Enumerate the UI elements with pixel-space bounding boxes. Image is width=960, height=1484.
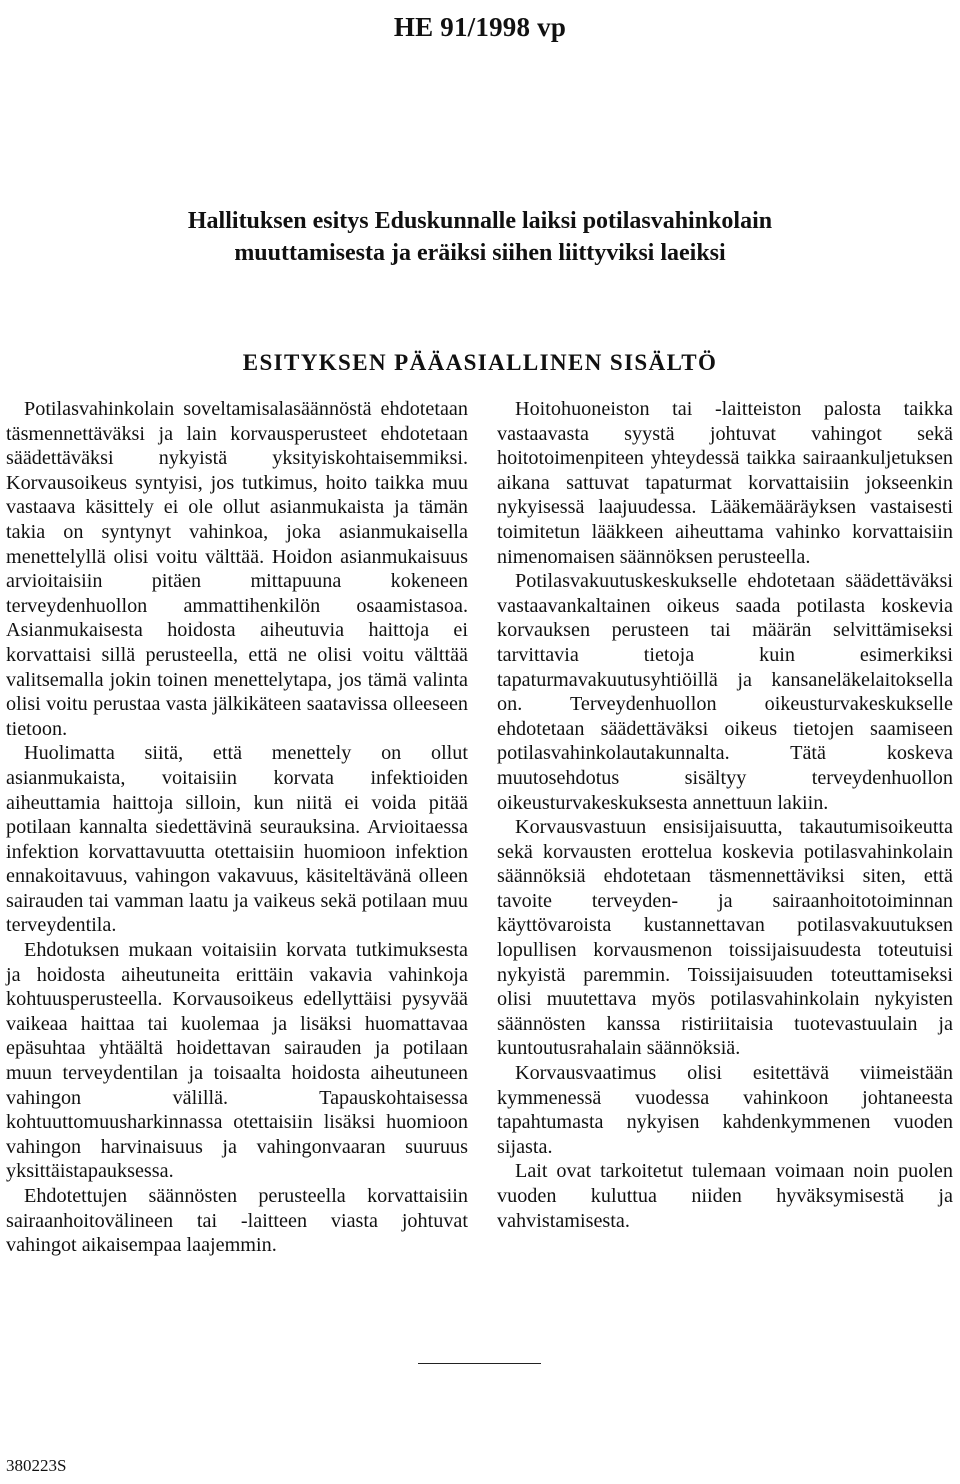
- left-paragraph-3: Ehdotuksen mukaan voitaisiin korvata tutkimuksesta ja hoidosta aiheutuneita erittäin vakavia vahinkoja kohtuusperusteella. Korvausoikeus edellyttäisi pysyvää vaikeaa haittaa tai kuolemaa ja lisäksi huomattavaa epäsuhtaa yhtäältä hoidettavan sairauden ja potilaan muun terveydentilan ja toisaalta hoidosta aiheutuneen vahingon välillä. Tapauskohtaisessa kohtuuttomuusharkinnassa otettaisiin lisäksi huomioon vahingon harvinaisuus ja vahingonvaaran suuruus yksittäistapauksessa.: [6, 939, 468, 1183]
- footer-code: 380223S: [6, 1456, 67, 1475]
- document-title-line-1: Hallituksen esitys Eduskunnalle laiksi potilasvahinkolain: [187, 208, 773, 234]
- right-paragraph-1: Hoitohuoneiston tai -laitteiston palosta taikka vastaavasta syystä johtuvat vahingot sekä hoitotoimenpiteen yhteydessä taikka sairaankuljetuksen aikana sattuvat tapaturmat korvattaisiin jokseenkin nykyisessä laajuudessa. Lääkemääräyksen vastaisesti toimitetun lääkkeen aiheuttama vahinko korvattaisiin nimenomaisen säännöksen perusteella.: [497, 398, 953, 568]
- left-paragraph-4: Ehdotettujen säännösten perusteella korvattaisiin sairaanhoitovälineen tai -laitteen viasta johtuvat vahingot aikaisempaa laajemmin.: [6, 1185, 468, 1257]
- left-column: [6, 397, 468, 1258]
- right-paragraph-5: Lait ovat tarkoitetut tulemaan voimaan noin puolen vuoden kuluttua niiden hyväksymisestä ja vahvistamisesta.: [497, 1160, 953, 1232]
- left-paragraph-2: Huolimatta siitä, että menettely on ollut asianmukaista, voitaisiin korvata infektioiden aiheuttamia haittoja silloin, kun niitä ei voida pitää potilaan kannalta siedettävinä seurauksina. Arvioitaessa infektion korvattavuutta otettaisiin huomioon infektion ennakoitavuus, vahingon vakavuus, käsiteltävänä olleen sairauden tai vamman laatu ja vaikeus sekä potilaan muu terveydentila.: [6, 742, 468, 937]
- document-title-line-2: muuttamisesta ja eräiksi siihen liittyviksi laeiksi: [234, 240, 726, 266]
- section-heading: ESITYKSEN PÄÄASIALLINEN SISÄLTÖ: [242, 350, 718, 375]
- document-title: [0, 205, 960, 269]
- footnote-divider: [418, 1363, 541, 1364]
- right-column: [497, 397, 953, 1233]
- document-id: HE 91/1998 vp: [393, 12, 567, 42]
- left-paragraph-1: Potilasvahinkolain soveltamisalasäännöstä ehdotetaan täsmennettäväksi ja lain korvausperusteet ehdotetaan säädettäväksi nykyistä yksityiskohtaisemmiksi. Korvausoikeus syntyisi, jos tutkimus, hoito taikka muu vastaava käsittely ei ole ollut asianmukaista ja tämän takia on syntynyt vahinkoa, joka asianmukaisella menettelyllä olisi voitu välttää. Hoidon asianmukaisuus arvioitaisiin pitäen mittapuuna kokeneen terveydenhuollon ammattihenkilön osaamistasoa. Asianmukaisesta hoidosta aiheutuvia haittoja ei korvattaisi sillä perusteella, että ne olisi voitu välttää valitsemalla jokin toinen menettelytapa, jos tämä valinta olisi voitu perustaa vasta jälkikäteen saatavissa olleeseen tietoon.: [6, 398, 468, 740]
- right-paragraph-3: Korvausvastuun ensisijaisuutta, takautumisoikeutta sekä korvausten erottelua koskevia potilasvahinkolain säännöksiä ehdotetaan täsmennettäviksi siten, että tavoite terveyden- ja sairaanhoitotoiminnan käyttövaroista kustannettavan potilasvakuutuksen lopullisen korvausmenon toissijaisuudesta toteutuisi nykyistä paremmin. Toissijaisuuden toteuttamiseksi olisi muutettava myös potilasvahinkolain nykyisten säännösten kanssa ristiriitaisia tuotevastuulain ja kuntoutusrahalain säännöksiä.: [497, 816, 953, 1060]
- right-paragraph-4: Korvausvaatimus olisi esitettävä viimeistään kymmenessä vuodessa vahinkoon johtaneesta tapahtumasta nykyisen kahdenkymmenen vuoden sijasta.: [497, 1062, 953, 1158]
- right-paragraph-2: Potilasvakuutuskeskukselle ehdotetaan säädettäväksi vastaavankaltainen oikeus saada potilasta koskevia korvauksen perusteen tai määrän selvittämiseksi tarvittavia tietoja kuin esimerkiksi tapaturmavakuutusyhtiöillä ja kansaneläkelaitoksella on. Terveydenhuollon oikeusturvakeskukselle ehdotetaan säädettäväksi oikeus tietojen saamiseen potilasvahinkolautakunnalta. Tätä koskeva muutosehdotus sisältyy terveydenhuollon oikeusturvakeskuksesta annettuun lakiin.: [497, 570, 953, 814]
